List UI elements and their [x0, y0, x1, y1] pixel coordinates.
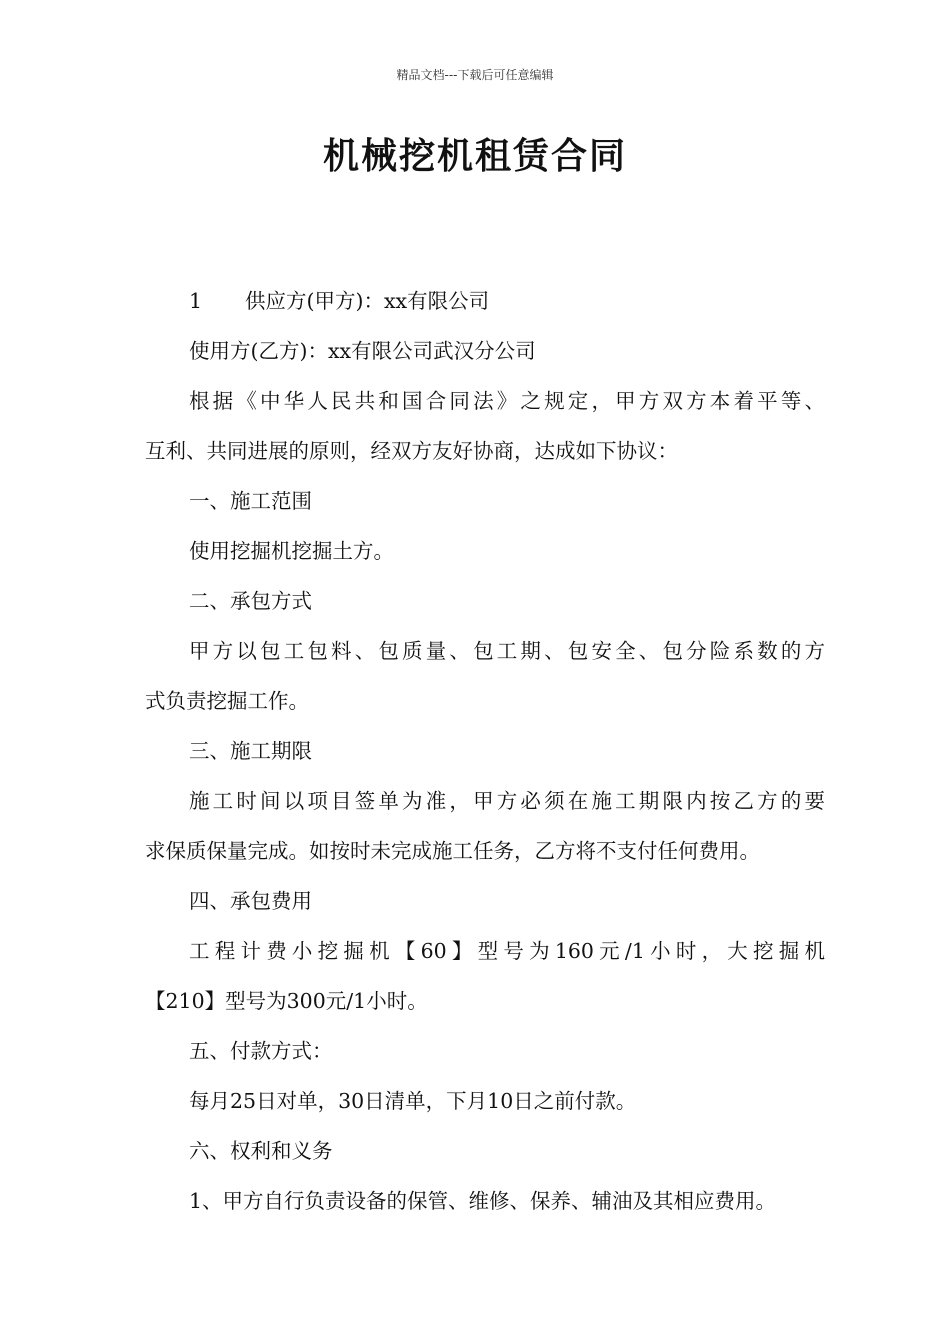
section-2-line-2: 式负责挖掘工作。	[145, 689, 309, 713]
section-3-heading: 三、施工期限	[189, 739, 312, 763]
section-5-text: 每月25日对单，30日清单，下月10日之前付款。	[189, 1089, 637, 1113]
section-4-line-2: 【210】型号为300元/1小时。	[145, 989, 428, 1013]
party-a-text: 供应方(甲方)：xx有限公司	[245, 289, 490, 313]
section-3-line-1: 施工时间以项目签单为准，甲方必须在施工期限内按乙方的要	[189, 789, 825, 813]
section-5-heading: 五、付款方式：	[189, 1039, 333, 1063]
section-6-item-1: 1、甲方自行负责设备的保管、维修、保养、辅油及其相应费用。	[189, 1189, 777, 1213]
section-3-line-2: 求保质保量完成。如按时未完成施工任务，乙方将不支付任何费用。	[145, 839, 760, 863]
section-2-line-1: 甲方以包工包料、包质量、包工期、包安全、包分险系数的方	[189, 639, 825, 663]
section-1-heading: 一、施工范围	[189, 489, 312, 513]
section-4-heading: 四、承包费用	[189, 889, 312, 913]
section-6-heading: 六、权利和义务	[189, 1139, 333, 1163]
contract-body	[145, 276, 825, 1226]
section-4-line-1: 工程计费小挖掘机【60】型号为160元/1小时，大挖掘机	[189, 939, 825, 963]
header-note: 精品文档---下载后可任意编辑	[396, 68, 554, 82]
intro-line-2: 互利、共同进展的原则，经双方友好协商，达成如下协议：	[145, 439, 678, 463]
party-a-number: 1	[189, 289, 203, 313]
party-b-line: 使用方(乙方)：xx有限公司武汉分公司	[189, 339, 536, 363]
intro-line-1: 根据《中华人民共和国合同法》之规定，甲方双方本着平等、	[189, 389, 825, 413]
section-2-heading: 二、承包方式	[189, 589, 312, 613]
document-title: 机械挖机租赁合同	[322, 136, 627, 177]
party-a-line	[145, 276, 825, 326]
section-1-text: 使用挖掘机挖掘土方。	[189, 539, 394, 563]
